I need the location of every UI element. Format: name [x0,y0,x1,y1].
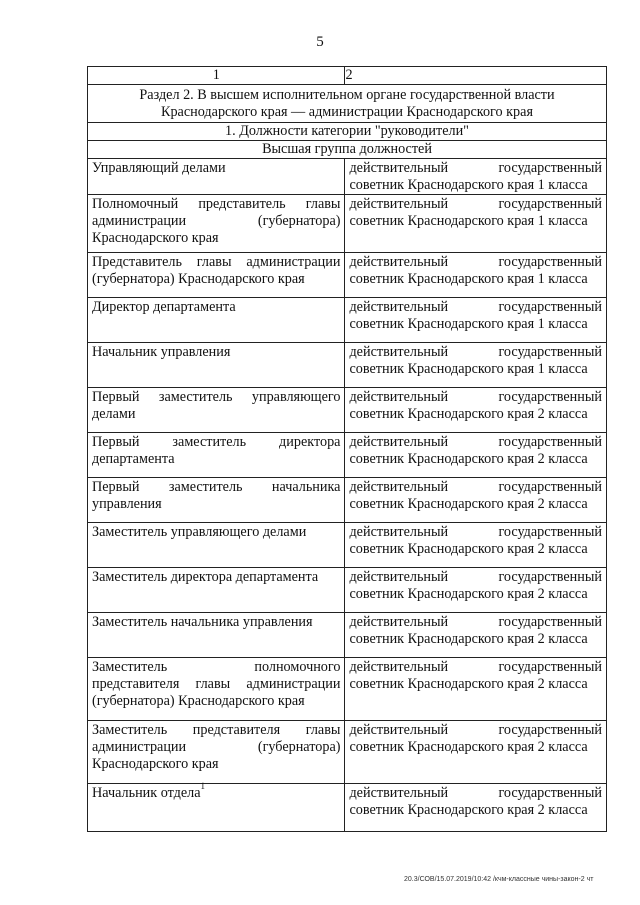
class-rank-cell: действительный государственный советник Краснодарского края 2 класса [345,433,607,478]
position-cell [88,658,345,721]
class-rank-cell: действительный государственный советник Краснодарского края 1 класса [345,195,607,253]
position-title: Управляющий делами [92,160,226,176]
position-cell [88,613,345,658]
class-rank-cell: действительный государственный советник Краснодарского края 2 класса [345,478,607,523]
column-number-1: 1 [88,67,345,85]
group-heading: Высшая группа должностей [88,141,607,159]
position-title: Заместитель представителя главы администрации (губернатора) Краснодарского края [92,722,341,772]
ranks-table-body [88,67,607,832]
table-row [88,784,607,832]
table-row [88,298,607,343]
table-row [88,613,607,658]
group-heading-row [88,141,607,159]
table-row [88,253,607,298]
position-title: Начальник управления [92,344,231,360]
position-title: Начальник отдела [92,785,201,801]
class-rank-cell: действительный государственный советник Краснодарского края 1 класса [345,298,607,343]
position-cell [88,523,345,568]
ranks-table [87,66,607,832]
position-cell [88,195,345,253]
column-number-2: 2 [345,67,607,85]
class-rank-cell: действительный государственный советник Краснодарского края 2 класса [345,721,607,784]
position-title: Представитель главы администрации (губернатора) Краснодарского края [92,254,341,287]
position-cell [88,568,345,613]
table-row [88,159,607,195]
table-row [88,523,607,568]
position-title: Заместитель полномочного представителя главы администрации (губернатора) Краснодарского края [92,659,341,709]
position-cell [88,388,345,433]
class-rank-cell: действительный государственный советник Краснодарского края 2 класса [345,523,607,568]
position-cell [88,781,345,832]
table-row [88,721,607,784]
table-row [88,568,607,613]
table-row [88,343,607,388]
footnote-marker: 1 [200,781,206,792]
page-number: 5 [316,34,324,50]
table-row [88,433,607,478]
position-title: Заместитель начальника управления [92,614,313,630]
class-rank-cell: действительный государственный советник Краснодарского края 1 класса [345,343,607,388]
section-heading: Раздел 2. В высшем исполнительном органе государственной власти Краснодарского края — администрации Краснодарского края [88,85,607,123]
position-title: Первый заместитель управляющего делами [92,389,341,422]
class-rank-cell: действительный государственный советник Краснодарского края 2 класса [345,658,607,721]
position-title: Заместитель управляющего делами [92,524,307,540]
position-title: Первый заместитель директора департамента [92,434,341,467]
position-cell [88,159,345,195]
column-number-row [88,67,607,85]
position-cell [88,433,345,478]
table-row [88,388,607,433]
position-title: Первый заместитель начальника управления [92,479,341,512]
section-heading-row [88,85,607,123]
category-heading: 1. Должности категории "руководители" [88,123,607,141]
position-cell [88,478,345,523]
class-rank-cell: действительный государственный советник Краснодарского края 2 класса [345,568,607,613]
class-rank-cell: действительный государственный советник Краснодарского края 2 класса [345,784,607,832]
category-heading-row [88,123,607,141]
position-cell [88,343,345,388]
class-rank-cell: действительный государственный советник Краснодарского края 1 класса [345,159,607,195]
position-cell [88,298,345,343]
table-row [88,195,607,253]
document-footer: 20.3/СОВ/15.07.2019/10:42 /кчм-классные чины-закон-2 чт [404,876,594,883]
position-title: Заместитель директора департамента [92,569,319,585]
position-title: Полномочный представитель главы администрации (губернатора) Краснодарского края [92,196,341,246]
class-rank-cell: действительный государственный советник Краснодарского края 2 класса [345,613,607,658]
class-rank-cell: действительный государственный советник Краснодарского края 2 класса [345,388,607,433]
class-rank-cell: действительный государственный советник Краснодарского края 1 класса [345,253,607,298]
position-cell [88,253,345,298]
table-row [88,658,607,721]
position-title: Директор департамента [92,299,236,315]
table-row [88,478,607,523]
position-cell [88,721,345,784]
